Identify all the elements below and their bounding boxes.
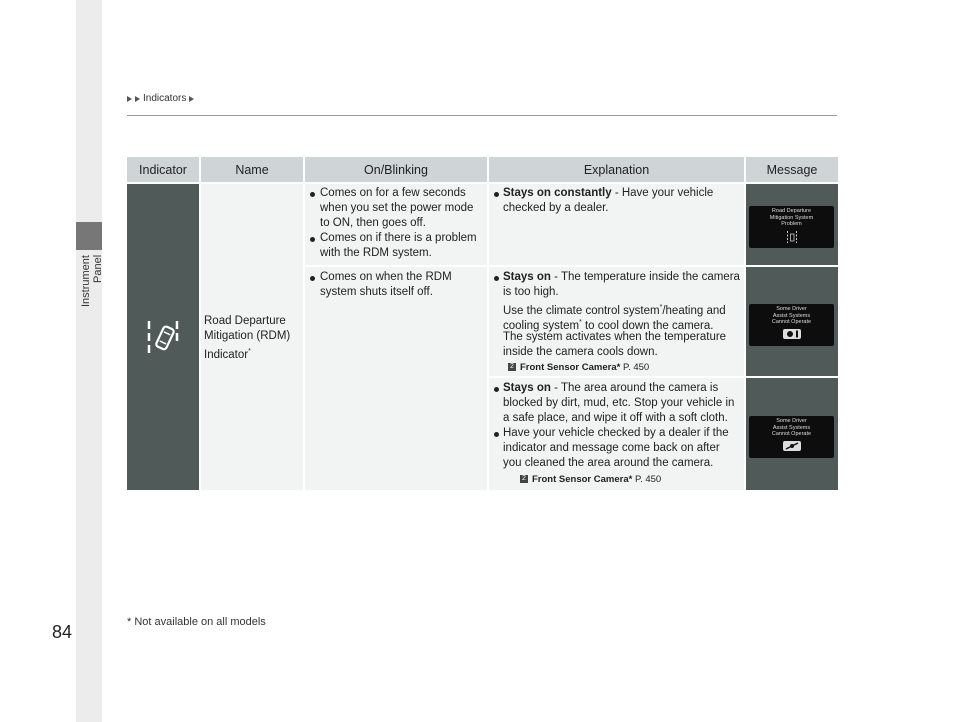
on-text: with the RDM system. — [320, 247, 432, 259]
on-text: Comes on when the RDM — [320, 271, 452, 283]
header-explanation: Explanation — [489, 157, 744, 182]
bullet — [310, 237, 315, 242]
header-rule — [127, 115, 837, 116]
bullet — [310, 276, 315, 281]
exp-text: blocked by dirt, mud, etc. Stop your vehicle in — [503, 397, 735, 409]
on-text: Comes on if there is a problem — [320, 232, 477, 244]
reference-marker-icon: 2 — [508, 363, 516, 371]
exp-text: a safe place, and wipe it off with a soft cloth. — [503, 412, 728, 424]
footnote: * Not available on all models — [127, 616, 266, 628]
camera-temperature-icon — [782, 328, 802, 340]
exp-text: you cleaned the area around the camera. — [503, 457, 714, 469]
exp-text: The system activates when the temperature — [503, 331, 727, 343]
exp-text: indicator and message come back on after — [503, 442, 720, 454]
message-display-2: Some Driver Assist Systems Cannot Operate — [749, 304, 834, 346]
on-text: system shuts itself off. — [320, 286, 433, 298]
exp-text: Stays on - The temperature inside the camera — [503, 271, 740, 283]
bullet — [494, 387, 499, 392]
exp-text: is too high. — [503, 286, 559, 298]
breadcrumb-arrow-icon — [127, 96, 132, 102]
side-label: Instrument Panel — [80, 255, 104, 307]
bullet — [494, 192, 499, 197]
breadcrumb-label: Indicators — [143, 93, 187, 104]
side-tab-strip — [76, 0, 102, 722]
bullet — [310, 192, 315, 197]
breadcrumb — [127, 93, 194, 104]
header-indicator: Indicator — [127, 157, 199, 182]
bullet — [494, 276, 499, 281]
message-display-3: Some Driver Assist Systems Cannot Operate — [749, 416, 834, 458]
bullet — [494, 432, 499, 437]
name-line-1: Road Departure — [204, 315, 286, 327]
camera-blocked-icon — [782, 440, 802, 452]
on-text: Comes on for a few seconds — [320, 187, 466, 199]
exp-text: cooling system* to cool down the camera. — [503, 319, 714, 332]
front-sensor-camera-link[interactable]: 2 Front Sensor Camera* P. 450 — [508, 360, 649, 375]
breadcrumb-arrow-icon — [135, 96, 140, 102]
name-line-3: Indicator* — [204, 348, 251, 361]
exp-text: Stays on constantly - Have your vehicle — [503, 187, 714, 199]
front-sensor-camera-link[interactable]: 2 Front Sensor Camera* P. 450 — [520, 472, 661, 487]
header-message: Message — [746, 157, 838, 182]
on-blinking-cell-2 — [305, 267, 487, 490]
name-line-2: Mitigation (RDM) — [204, 330, 291, 342]
indicator-cell — [127, 184, 199, 490]
breadcrumb-arrow-icon — [189, 96, 194, 102]
page-number: 84 — [52, 622, 73, 642]
header-name: Name — [201, 157, 303, 182]
header-on-blinking: On/Blinking — [305, 157, 487, 182]
message-display-1: Road Departure Mitigation System Problem — [749, 206, 834, 248]
exp-text: checked by a dealer. — [503, 202, 609, 214]
rdm-small-icon — [786, 230, 798, 244]
exp-text: Have your vehicle checked by a dealer if the — [503, 427, 729, 439]
side-tab-marker — [76, 222, 102, 250]
on-text: when you set the power mode — [320, 202, 474, 214]
exp-text: inside the camera cools down. — [503, 346, 658, 358]
exp-text: Stays on - The area around the camera is — [503, 382, 719, 394]
exp-text: Use the climate control system*/heating and — [503, 304, 726, 317]
rdm-indicator-icon — [143, 317, 183, 357]
reference-marker-icon: 2 — [520, 475, 528, 483]
on-text: to ON, then goes off. — [320, 217, 426, 229]
